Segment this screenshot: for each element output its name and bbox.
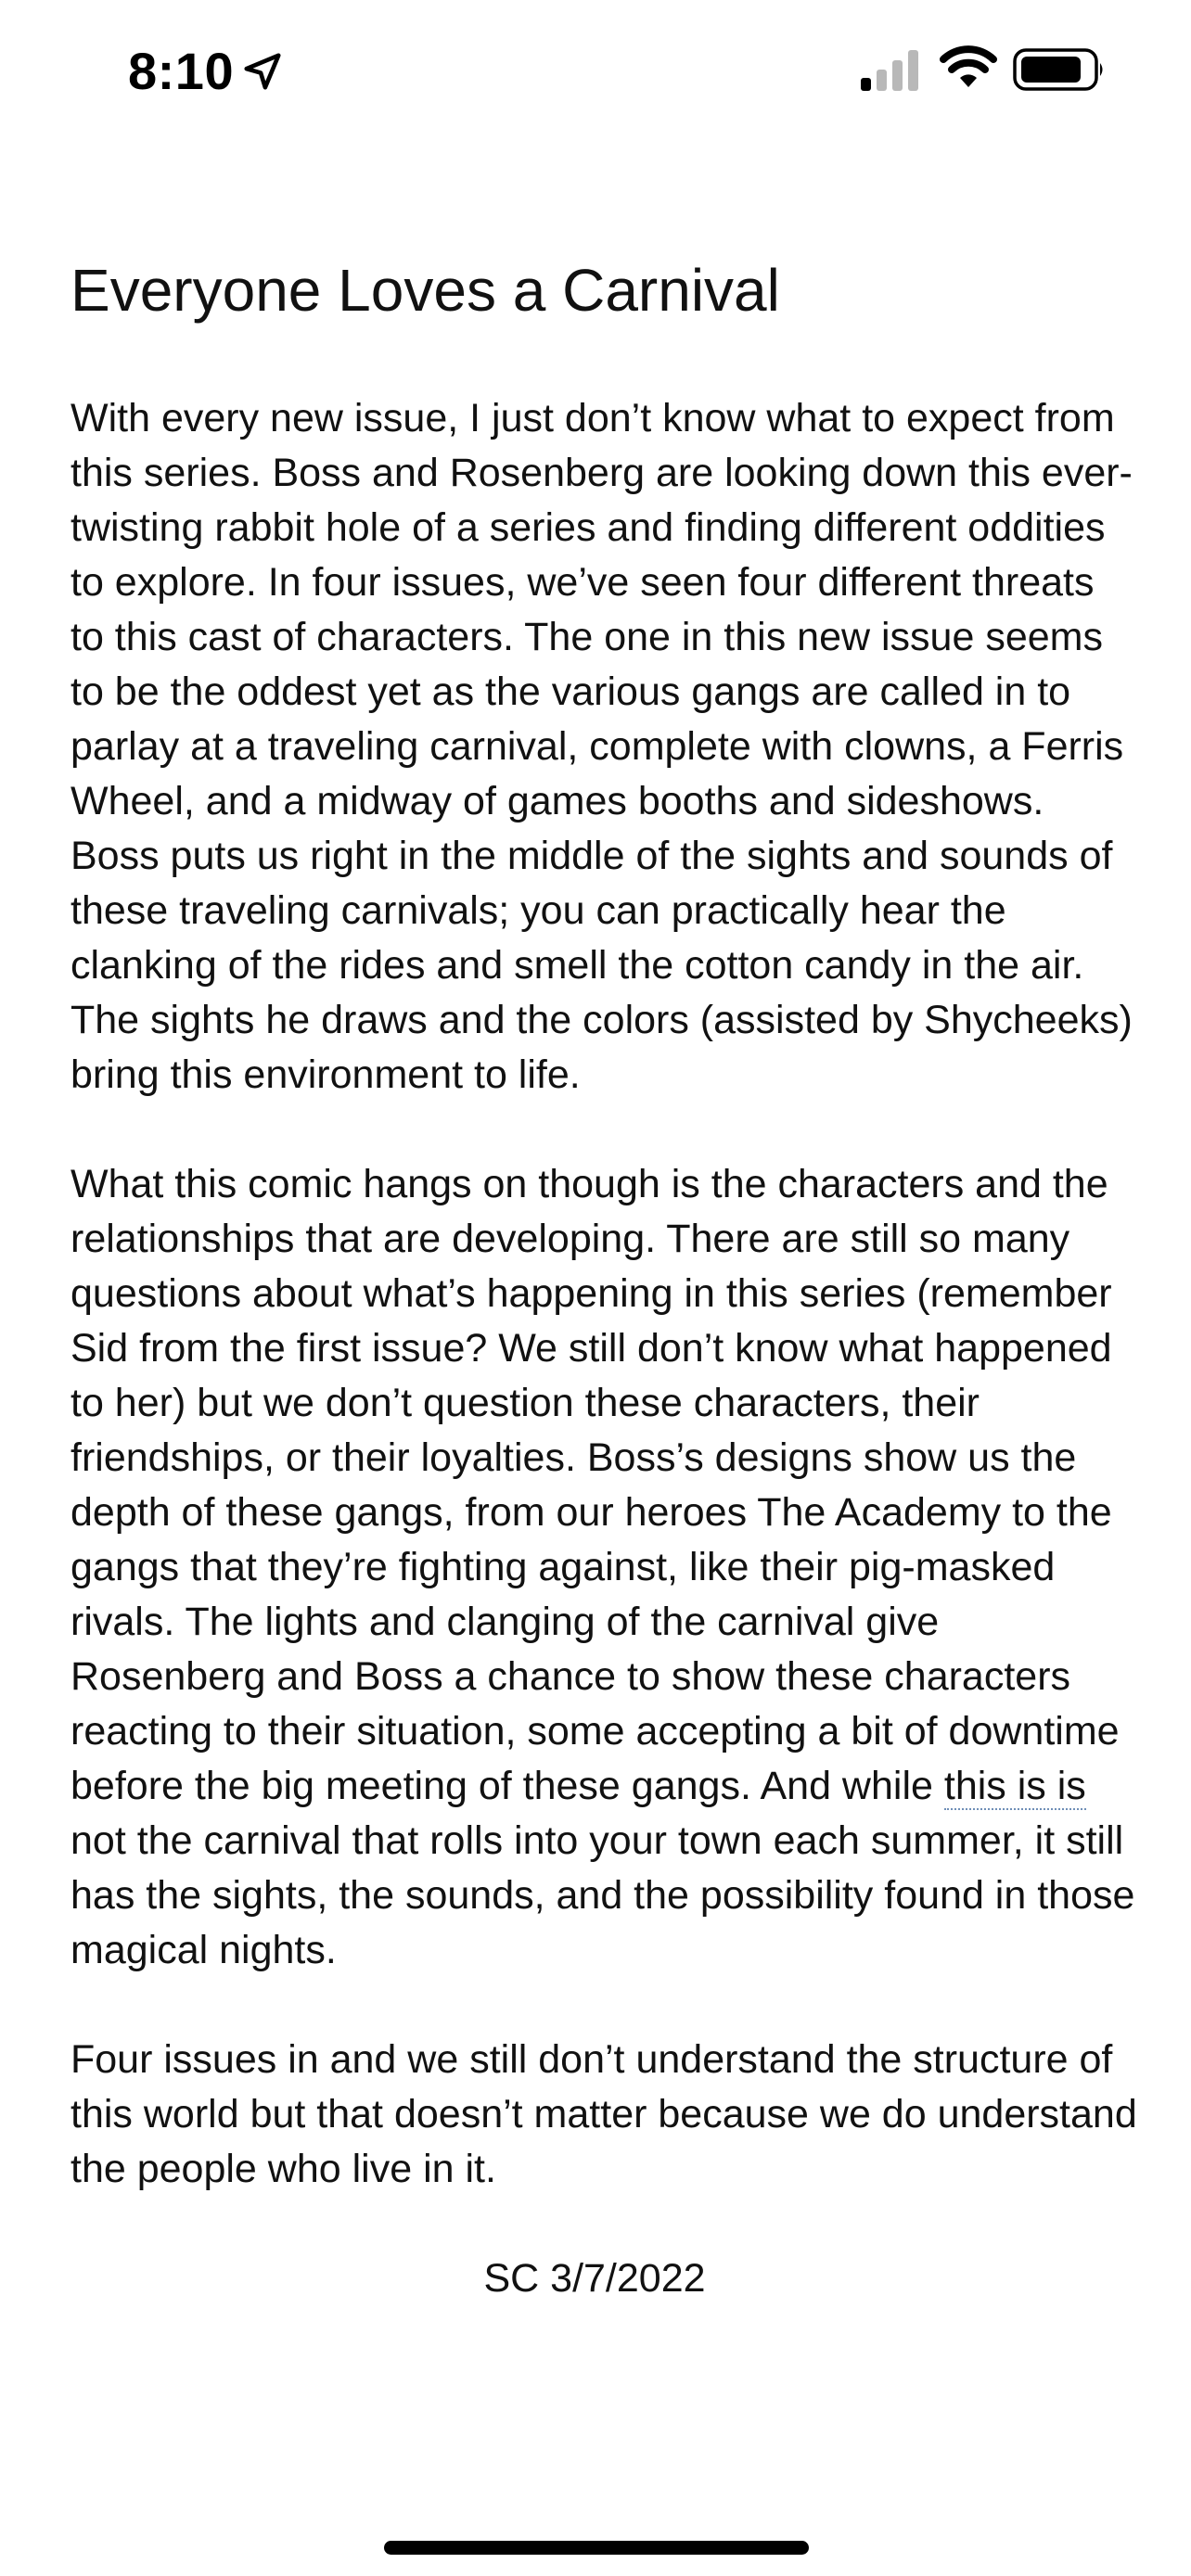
paragraph-3: Four issues in and we still don’t understand the structure of this world but that doesn’t matter because we do understand the people who live in it. [70, 2037, 1137, 2191]
home-indicator[interactable] [384, 2541, 809, 2555]
status-time [128, 41, 284, 101]
wifi-icon [939, 45, 998, 91]
paragraph-1: With every new issue, I just don’t know what to expect from this series. Boss and Rosenberg are looking down this ever-twisting rabbit hole of a series and finding different oddities to explore. In four issues, we’ve seen four different threats to this cast of characters. The one in this new issue seems to be the oddest yet as the various gangs are called in to parlay at a traveling carnival, complete with clowns, a Ferris Wheel, and a midway of games booths and sideshows. Boss puts us right in the middle of the sights and sounds of these traveling carnivals; you can practically hear the clanking of the rides and smell the cotton candy in the air. The sights he draws and the colors (assisted by Shycheeks) bring this environment to life. [70, 396, 1133, 1097]
battery-icon [1013, 48, 1106, 91]
review-article [70, 249, 1137, 2306]
paragraph-2-text-start: What this comic hangs on though is the characters and the relationships that are developing. There are still so many questions about what’s happening in this series (remember Sid from the first issue? We still don’t know what happened to her) but we don’t question these characters, their friendships, or their loyalties. Boss’s designs show us the depth of these gangs, from our heroes The Academy to the gangs that they’re fighting against, like their pig-masked rivals. The lights and clanging of the carnival give Rosenberg and Boss a chance to show these characters reacting to their situation, some accepting a bit of downtime before the big meeting of these gangs. And while [70, 1162, 1120, 1808]
paragraph-2-text-end: not the carnival that rolls into your town each summer, it still has the sights, the sounds, and the possibility found in those magical nights. [70, 1818, 1135, 1972]
location-arrow-icon [241, 50, 284, 93]
status-bar [0, 0, 1191, 139]
spellcheck-underlined-text[interactable]: this is is [943, 1764, 1086, 1808]
cellular-signal-icon [861, 50, 920, 91]
time-label: 8:10 [128, 42, 235, 100]
article-title: Everyone Loves a Carnival [70, 257, 780, 324]
author-signature: SC 3/7/2022 [483, 2256, 706, 2301]
paragraph-2 [70, 1157, 1137, 1978]
